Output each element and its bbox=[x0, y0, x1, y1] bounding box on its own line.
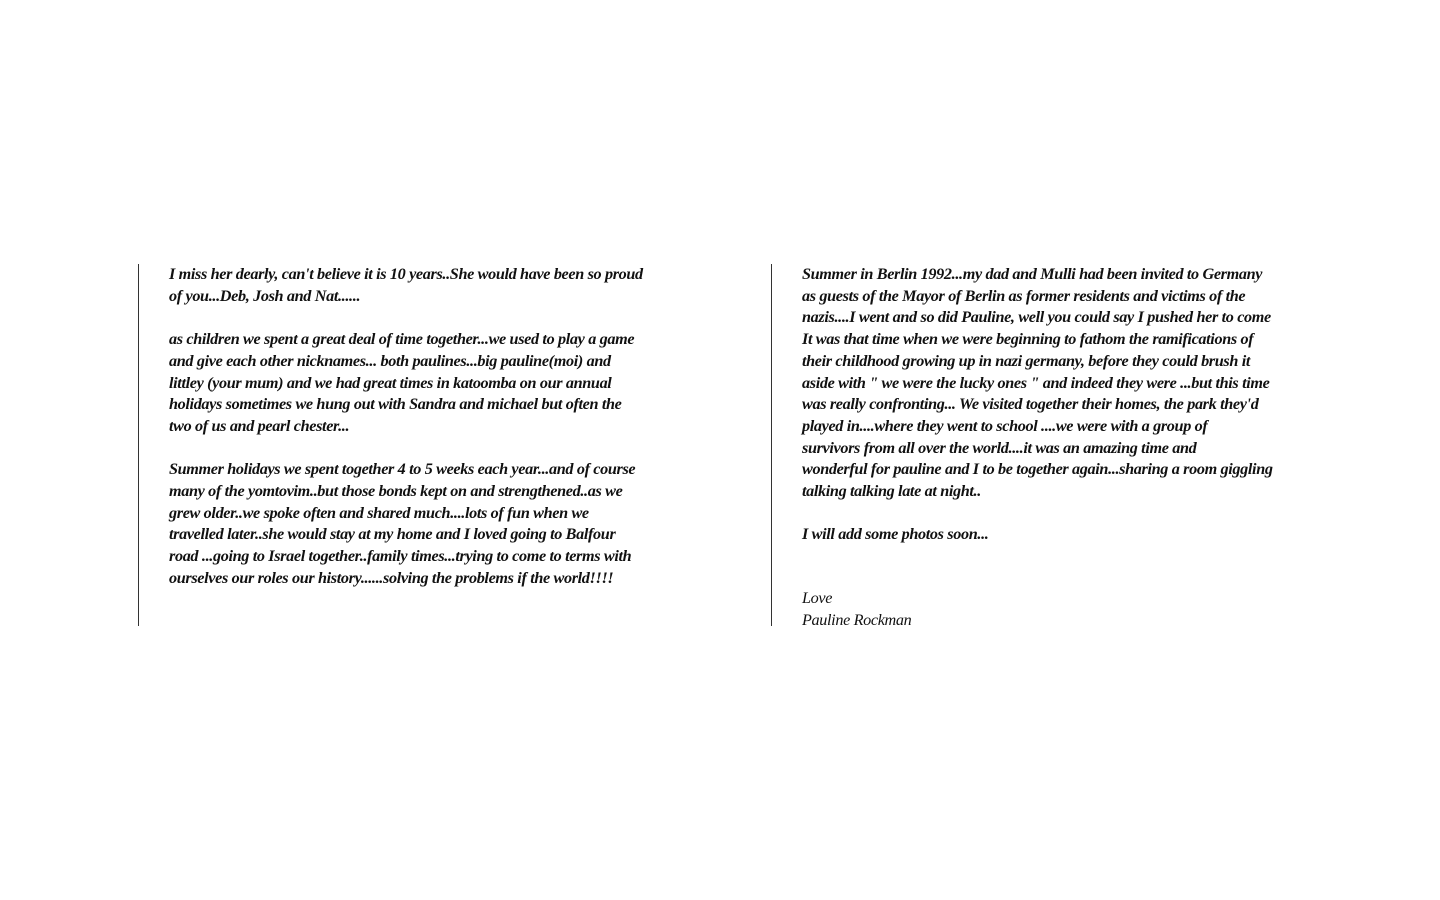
paragraph-spacer bbox=[169, 438, 698, 460]
left-text-column bbox=[138, 264, 698, 626]
paragraph-children: as children we spent a great deal of time together...we used to play a game and give each other nicknames... both paulines...big pauline(moi) and littley (your mum) and we had great times in katoomba on our annual holidays sometimes we hung out with Sandra and michael but often the two of us and pearl chester... bbox=[169, 330, 635, 435]
paragraph-miss-her: I miss her dearly, can't believe it is 10 years..She would have been so proud of you...Deb, Josh and Nat...... bbox=[169, 265, 643, 305]
paragraph-spacer bbox=[169, 307, 698, 329]
signature-spacer bbox=[802, 546, 1331, 588]
paragraph-photos: I will add some photos soon... bbox=[802, 525, 989, 544]
right-text-column bbox=[771, 264, 1331, 629]
closing-love: Love bbox=[802, 589, 833, 608]
paragraph-summer-holidays: Summer holidays we spent together 4 to 5 weeks each year...and of course many of the yomtovim..but those bonds kept on and strengthened..as we grew older..we spoke often and shared much....lots of fun when we travelled later..she would stay at my home and I loved going to Balfour road ...going to Israel together..family times...trying to come to terms with ourselves our roles our history......solving the problems if the world!!!! bbox=[169, 460, 636, 587]
paragraph-berlin: Summer in Berlin 1992...my dad and Mulli had been invited to Germany as guests of the Mayor of Berlin as former residents and victims of the nazis....I went and so did Pauline, well you could say I pushed her to come It was that time when we were beginning to fathom the ramifications of their childhood growing up in nazi germany, before they could brush it aside with " we were the lucky ones " and indeed they were ...but this time was really confronting... We visited together their homes, the park they'd played in....where they went to school ....we were with a group of survivors from all over the world....it was an amazing time and wonderful for pauline and I to be together again...sharing a room giggling talking talking late at night.. bbox=[802, 265, 1273, 501]
paragraph-spacer bbox=[802, 503, 1331, 525]
signature-name: Pauline Rockman bbox=[802, 610, 912, 629]
